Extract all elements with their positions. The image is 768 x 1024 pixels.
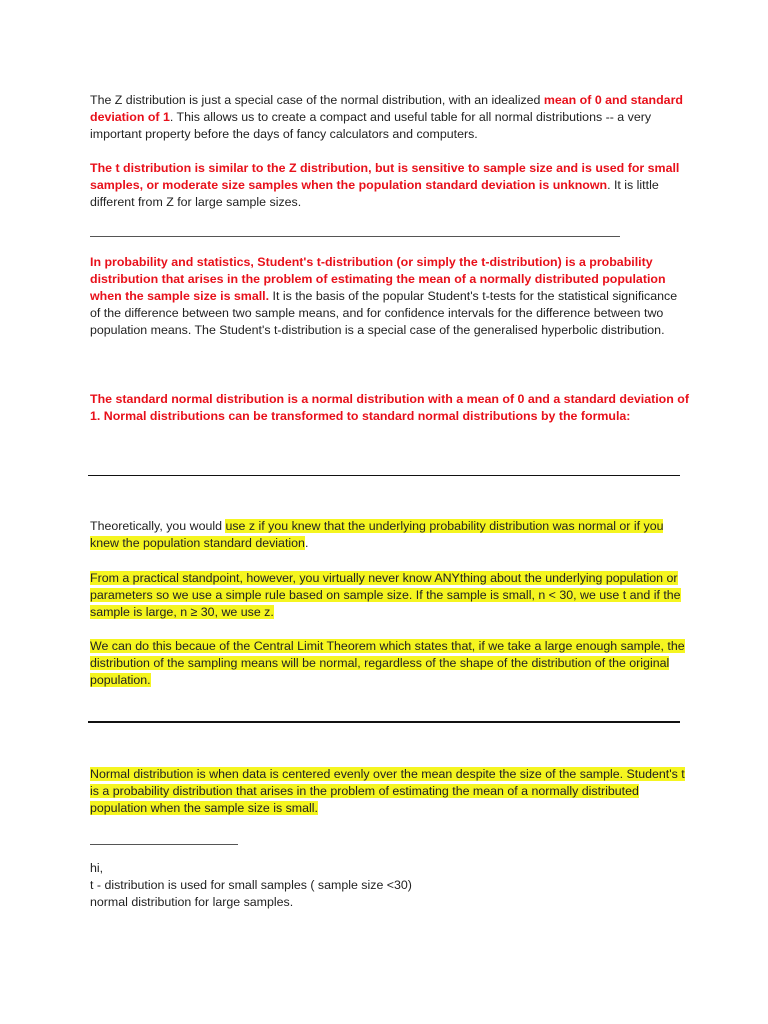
highlighted-text: We can do this becaue of the Central Limit Theorem which states that, if we take a large enough sample, the distribution of the sampling means will be normal, regardless of the shape of the distribution of the original population. [90,639,685,687]
highlighted-text: From a practical standpoint, however, you virtually never know ANYthing about the underlying population or parameters so we use a simple rule based on sample size. If the sample is small, n < 30, we use t and if the sample is large, n ≥ 30, we use z. [90,571,681,619]
paragraph-students-t [90,254,690,339]
reply-line: t - distribution is used for small samples ( sample size <30) [90,878,412,892]
text: Theoretically, you would [90,519,226,533]
divider-line [88,475,680,476]
red-emphasis: In probability and statistics, Student's t-distribution (or simply the t-distribution) is a probability distribution that arises in the problem of estimating the mean of a normally distributed population when the sample size is small. [90,255,666,303]
paragraph-reply [90,860,690,911]
paragraph-t-distribution [90,160,690,211]
paragraph-practical-rule [90,570,690,621]
red-emphasis: The standard normal distribution is a normal distribution with a mean of 0 and a standard deviation of 1. Normal distributions can be transformed to standard normal distributions by the formula: [90,392,689,423]
paragraph-standard-normal [90,391,690,425]
highlighted-text: Normal distribution is when data is centered evenly over the mean despite the size of the sample. Student's t is a probability distribution that arises in the problem of estimating the mean of a normally distributed population when the sample size is small. [90,767,685,815]
text: . [304,536,309,550]
text: The Z distribution is just a special case of the normal distribution, with an idealized [90,93,544,107]
highlighted-text: use z if you knew that the underlying probability distribution was normal or if you knew the population standard deviation [90,519,664,550]
divider-line [90,844,238,845]
red-emphasis: mean of 0 and standard deviation of 1 [90,93,683,124]
paragraph-normal-vs-t [90,766,690,817]
reply-line: hi, [90,861,104,875]
divider-line [90,236,620,237]
paragraph-z-distribution [90,92,690,143]
text: It is the basis of the popular Student's t-tests for the statistical significance of the difference between two sample means, and for confidence intervals for the difference between two population means. The Student's t-distribution is a special case of the generalised hyperbolic distribution. [90,289,678,337]
paragraph-central-limit [90,638,690,689]
reply-line: normal distribution for large samples. [90,895,294,909]
text: . This allows us to create a compact and useful table for all normal distributions -- a very important property before the days of fancy calculators and computers. [90,110,652,141]
divider-line [88,721,680,723]
text: . It is little different from Z for large sample sizes. [90,178,659,209]
paragraph-use-z [90,518,690,552]
red-emphasis: The t distribution is similar to the Z distribution, but is sensitive to sample size and is used for small samples, or moderate size samples when the population standard deviation is unknown [90,161,680,192]
